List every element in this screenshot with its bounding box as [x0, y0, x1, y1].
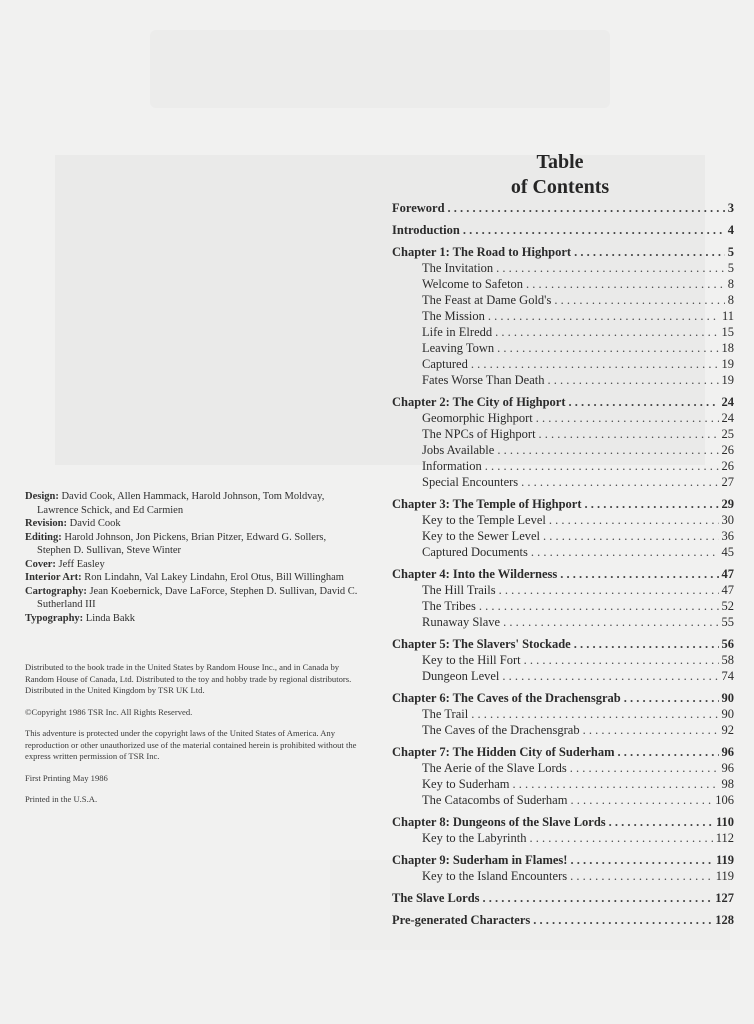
toc-section-entry: [392, 582, 734, 598]
page-title: [470, 150, 650, 200]
toc-leader-dots: [499, 582, 719, 598]
toc-entry-label: Special Encounters: [422, 475, 519, 489]
toc-leader-dots: [570, 760, 719, 776]
toc-entry-label: Captured Documents: [422, 545, 528, 559]
toc-entry-label: Geomorphic Highport: [422, 411, 533, 425]
toc-entry-label: Chapter 4: Into the Wilderness: [392, 567, 558, 581]
credit-names: David Cook: [69, 518, 121, 529]
toc-entry-label: The Tribes: [422, 599, 476, 613]
toc-leader-dots: [617, 744, 718, 760]
toc-entry-label: The Invitation: [422, 261, 494, 275]
toc-leader-dots: [524, 652, 719, 668]
toc-entry-page: 24: [721, 411, 734, 425]
toc-leader-dots: [574, 636, 719, 652]
credit-names: Jean Koebernick, Dave LaForce, Stephen D. Sullivan, David C. Sutherland III: [37, 585, 358, 610]
toc-entry-page: 56: [721, 637, 734, 651]
toc-entry-label: The Hill Trails: [422, 583, 496, 597]
toc-section-entry: [392, 668, 734, 684]
toc-leader-dots: [570, 852, 712, 868]
credit-line: [25, 558, 360, 572]
toc-entry-page: 90: [721, 707, 734, 721]
toc-leader-dots: [521, 474, 718, 490]
toc-leader-dots: [570, 868, 713, 884]
toc-entry-page: 45: [721, 545, 734, 559]
toc-entry-page: 55: [721, 615, 734, 629]
title-line-1: Table: [536, 151, 584, 173]
toc-leader-dots: [549, 512, 719, 528]
toc-section-entry: [392, 512, 734, 528]
toc-leader-dots: [471, 356, 719, 372]
toc-entry-label: Key to the Island Encounters: [422, 869, 568, 883]
toc-chapter-entry: [392, 394, 734, 410]
toc-entry-page: 106: [715, 793, 734, 807]
toc-section-entry: [392, 356, 734, 372]
credit-line: [25, 531, 360, 558]
toc-section-entry: [392, 340, 734, 356]
toc-chapter-entry: [392, 852, 734, 868]
toc-entry-page: 26: [721, 443, 734, 457]
toc-section-entry: [392, 372, 734, 388]
toc-leader-dots: [530, 830, 713, 846]
toc-chapter-entry: [392, 222, 734, 238]
toc-entry-page: 127: [715, 891, 734, 905]
toc-leader-dots: [531, 544, 719, 560]
credit-role: Cartography:: [25, 585, 87, 597]
credit-role: Design:: [25, 491, 59, 502]
toc-leader-dots: [463, 222, 725, 238]
toc-entry-page: 19: [721, 357, 734, 371]
toc-entry-page: 19: [721, 373, 734, 387]
toc-section-entry: [392, 426, 734, 442]
toc-leader-dots: [479, 598, 719, 614]
toc-chapter-entry: [392, 244, 734, 260]
toc-leader-dots: [471, 706, 718, 722]
toc-leader-dots: [547, 372, 718, 388]
toc-entry-label: Life in Elredd: [422, 325, 493, 339]
credit-line: [25, 490, 360, 517]
toc-leader-dots: [485, 458, 719, 474]
credits-block: [25, 490, 360, 625]
toc-leader-dots: [569, 394, 719, 410]
toc-entry-label: Foreword: [392, 201, 445, 215]
toc-entry-page: 29: [721, 497, 734, 511]
credit-role: Typography:: [25, 612, 84, 624]
toc-leader-dots: [483, 890, 713, 906]
toc-entry-page: 8: [727, 293, 734, 307]
toc-leader-dots: [536, 410, 719, 426]
toc-leader-dots: [512, 776, 718, 792]
toc-entry-page: 15: [721, 325, 734, 339]
toc-leader-dots: [584, 496, 718, 512]
credit-names: David Cook, Allen Hammack, Harold Johnson, Tom Moldvay, Lawrence Schick, and Ed Carmien: [37, 491, 325, 516]
title-line-2: of Contents: [510, 176, 610, 198]
toc-leader-dots: [609, 814, 713, 830]
toc-entry-page: 11: [721, 309, 734, 323]
toc-entry-label: Chapter 8: Dungeons of the Slave Lords: [392, 815, 606, 829]
credit-role: Cover:: [25, 558, 56, 570]
toc-section-entry: [392, 722, 734, 738]
toc-entry-label: Chapter 6: The Caves of the Drachensgrab: [392, 691, 621, 705]
toc-leader-dots: [554, 292, 724, 308]
toc-section-entry: [392, 792, 734, 808]
toc-leader-dots: [503, 614, 718, 630]
toc-chapter-entry: [392, 744, 734, 760]
toc-entry-page: 112: [715, 831, 734, 845]
toc-entry-page: 8: [727, 277, 734, 291]
toc-chapter-entry: [392, 200, 734, 216]
toc-chapter-entry: [392, 566, 734, 582]
toc-entry-page: 27: [721, 475, 734, 489]
credit-line: [25, 571, 360, 585]
credit-line: [25, 585, 360, 612]
toc-section-entry: [392, 652, 734, 668]
toc-leader-dots: [495, 324, 718, 340]
legal-paragraph: This adventure is protected under the copyright laws of the United States of America. Any reproduction or other unauthorized use of the material contained herein is prohibited without the express written permission of TSR Inc.: [25, 728, 357, 761]
toc-entry-label: Key to the Labyrinth: [422, 831, 527, 845]
toc-section-entry: [392, 598, 734, 614]
toc-entry-page: 36: [721, 529, 734, 543]
credit-names: Harold Johnson, Jon Pickens, Brian Pitzer, Edward G. Sollers, Stephen D. Sullivan, Steve Winter: [37, 531, 327, 556]
legal-notice: [25, 662, 365, 816]
toc-entry-page: 96: [721, 745, 734, 759]
credit-line: [25, 612, 360, 626]
table-of-contents: [392, 200, 734, 928]
toc-entry-page: 30: [721, 513, 734, 527]
toc-section-entry: [392, 706, 734, 722]
toc-entry-page: 52: [721, 599, 734, 613]
toc-section-entry: [392, 410, 734, 426]
toc-entry-page: 25: [721, 427, 734, 441]
toc-entry-label: Captured: [422, 357, 468, 371]
toc-entry-label: Key to the Sewer Level: [422, 529, 541, 543]
toc-chapter-entry: [392, 496, 734, 512]
toc-entry-label: Chapter 5: The Slavers' Stockade: [392, 637, 571, 651]
toc-section-entry: [392, 830, 734, 846]
toc-leader-dots: [488, 308, 719, 324]
toc-section-entry: [392, 442, 734, 458]
toc-entry-page: 47: [721, 583, 734, 597]
credit-names: Ron Lindahn, Val Lakey Lindahn, Erol Otus, Bill Willingham: [84, 572, 344, 583]
toc-leader-dots: [533, 912, 712, 928]
toc-entry-label: Jobs Available: [422, 443, 495, 457]
toc-leader-dots: [560, 566, 718, 582]
toc-entry-page: 5: [727, 245, 734, 259]
credit-role: Revision:: [25, 518, 67, 529]
toc-entry-page: 3: [727, 201, 734, 215]
toc-chapter-entry: [392, 636, 734, 652]
toc-entry-label: Chapter 1: The Road to Highport: [392, 245, 572, 259]
legal-paragraph: First Printing May 1986: [25, 772, 108, 783]
toc-leader-dots: [539, 426, 719, 442]
toc-entry-label: The Trail: [422, 707, 469, 721]
toc-entry-label: Introduction: [392, 223, 460, 237]
toc-leader-dots: [570, 792, 712, 808]
toc-section-entry: [392, 760, 734, 776]
toc-entry-page: 119: [715, 853, 734, 867]
toc-entry-page: 4: [727, 223, 734, 237]
toc-leader-dots: [526, 276, 725, 292]
toc-entry-page: 58: [721, 653, 734, 667]
toc-entry-page: 5: [727, 261, 734, 275]
toc-entry-label: Key to the Temple Level: [422, 513, 546, 527]
toc-entry-page: 98: [721, 777, 734, 791]
toc-chapter-entry: [392, 890, 734, 906]
toc-entry-page: 26: [721, 459, 734, 473]
toc-entry-label: The Catacombs of Suderham: [422, 793, 568, 807]
toc-section-entry: [392, 614, 734, 630]
toc-entry-label: Chapter 7: The Hidden City of Suderham: [392, 745, 615, 759]
legal-paragraph: ©Copyright 1986 TSR Inc. All Rights Reserved.: [25, 706, 193, 717]
toc-entry-page: 92: [721, 723, 734, 737]
toc-entry-page: 110: [715, 815, 734, 829]
toc-entry-page: 47: [721, 567, 734, 581]
toc-section-entry: [392, 308, 734, 324]
toc-entry-label: Leaving Town: [422, 341, 495, 355]
toc-entry-label: The NPCs of Highport: [422, 427, 536, 441]
toc-section-entry: [392, 276, 734, 292]
toc-entry-page: 128: [715, 913, 734, 927]
toc-entry-page: 24: [721, 395, 734, 409]
toc-entry-label: Chapter 2: The City of Highport: [392, 395, 566, 409]
toc-section-entry: [392, 868, 734, 884]
toc-leader-dots: [496, 260, 725, 276]
toc-section-entry: [392, 474, 734, 490]
credit-role: Editing:: [25, 531, 62, 543]
toc-leader-dots: [583, 722, 719, 738]
toc-entry-label: Pre-generated Characters: [392, 913, 531, 927]
toc-entry-label: Information: [422, 459, 482, 473]
toc-entry-page: 90: [721, 691, 734, 705]
toc-chapter-entry: [392, 690, 734, 706]
toc-entry-page: 96: [721, 761, 734, 775]
toc-leader-dots: [448, 200, 725, 216]
toc-entry-page: 74: [721, 669, 734, 683]
toc-entry-page: 119: [715, 869, 734, 883]
toc-chapter-entry: [392, 814, 734, 830]
toc-entry-label: Fates Worse Than Death: [422, 373, 545, 387]
toc-entry-label: Key to Suderham: [422, 777, 510, 791]
toc-leader-dots: [497, 442, 718, 458]
toc-leader-dots: [502, 668, 718, 684]
toc-section-entry: [392, 458, 734, 474]
toc-entry-label: Chapter 9: Suderham in Flames!: [392, 853, 568, 867]
credit-names: Linda Bakk: [85, 612, 136, 624]
toc-chapter-entry: [392, 912, 734, 928]
toc-entry-label: The Mission: [422, 309, 485, 323]
toc-entry-page: 18: [721, 341, 734, 355]
toc-leader-dots: [543, 528, 718, 544]
toc-section-entry: [392, 528, 734, 544]
toc-entry-label: The Caves of the Drachensgrab: [422, 723, 580, 737]
toc-entry-label: The Feast at Dame Gold's: [422, 293, 552, 307]
toc-leader-dots: [497, 340, 718, 356]
toc-entry-label: Runaway Slave: [422, 615, 501, 629]
credit-line: [25, 517, 360, 531]
toc-entry-label: Welcome to Safeton: [422, 277, 524, 291]
toc-leader-dots: [574, 244, 725, 260]
toc-section-entry: [392, 260, 734, 276]
credit-role: Interior Art:: [25, 572, 82, 583]
toc-section-entry: [392, 544, 734, 560]
toc-entry-label: Key to the Hill Fort: [422, 653, 521, 667]
bleed-through-logo: [150, 30, 610, 108]
toc-section-entry: [392, 324, 734, 340]
toc-entry-label: The Aerie of the Slave Lords: [422, 761, 567, 775]
toc-entry-label: Chapter 3: The Temple of Highport: [392, 497, 582, 511]
toc-leader-dots: [624, 690, 719, 706]
toc-entry-label: The Slave Lords: [392, 891, 480, 905]
toc-section-entry: [392, 776, 734, 792]
toc-section-entry: [392, 292, 734, 308]
legal-paragraph: Distributed to the book trade in the United States by Random House Inc., and in Canada by Random House of Canada, Ltd. Distributed to the toy and hobby trade by regional distributors. Distributed in the United Kingdom by TSR UK Ltd.: [25, 662, 352, 695]
legal-paragraph: Printed in the U.S.A.: [25, 794, 98, 804]
toc-entry-label: Dungeon Level: [422, 669, 500, 683]
credit-names: Jeff Easley: [58, 558, 105, 570]
